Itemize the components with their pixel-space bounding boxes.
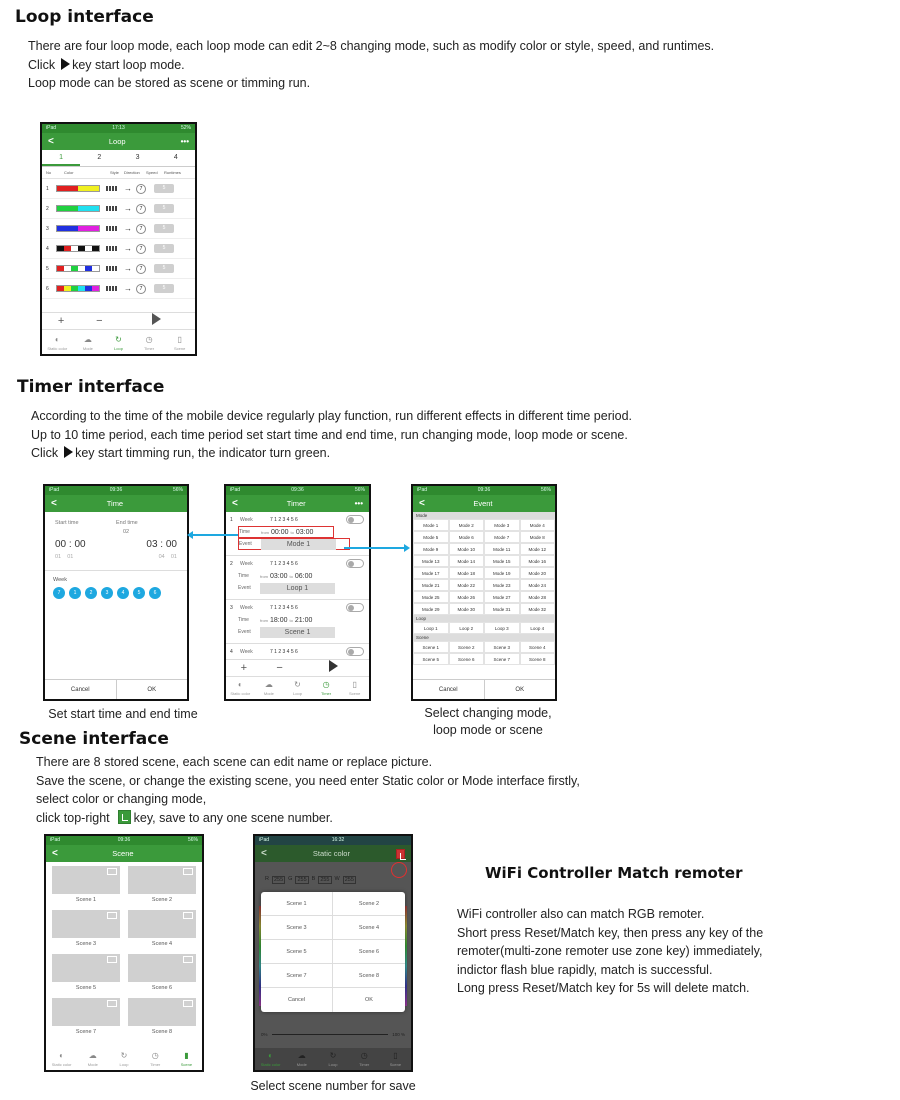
dialog-buttons — [45, 679, 187, 699]
cloud-icon: ☁ — [297, 1051, 306, 1060]
time-phone-screenshot: iPad 09:36 56% < Time Start time End time 02 00 : 00 03 : 00 01 01 04 01 Week 7 1 2 3 4 5 6 Cancel OK — [43, 484, 189, 701]
callout-arrow-right-icon — [404, 544, 410, 552]
mode-section-label: Mode — [413, 512, 555, 519]
scene-card[interactable] — [52, 866, 120, 908]
speed-value[interactable]: 7 — [136, 204, 146, 214]
clock-icon: ◷ — [360, 1051, 368, 1060]
screen-title: Loop — [108, 137, 126, 146]
timer-controls — [226, 659, 369, 677]
scene-phone-screenshot — [44, 834, 204, 1072]
loop-icon: ↻ — [294, 680, 301, 689]
mode-option[interactable]: Mode 1 — [413, 519, 449, 531]
col-speed: Speed — [146, 170, 158, 175]
scene-icon: ▮ — [184, 1051, 189, 1060]
end-prev-value: 02 — [123, 529, 130, 535]
scene-card[interactable] — [52, 998, 120, 1040]
back-chevron-icon[interactable]: < — [419, 498, 425, 509]
week-day-dot[interactable]: 5 — [133, 587, 145, 599]
col-runtimes: Runtimes — [164, 170, 181, 175]
mode-option[interactable]: Mode 7 — [484, 531, 520, 543]
remove-icon[interactable]: − — [276, 662, 283, 674]
bulb-icon: ◐ — [59, 1051, 65, 1060]
loop-controls — [42, 312, 195, 330]
dialog-scene-option[interactable]: Scene 7 — [261, 964, 333, 988]
dialog-scene-option[interactable]: Scene 6 — [333, 940, 405, 964]
mode-option[interactable]: Mode 21 — [413, 579, 449, 591]
callout-line-time — [190, 534, 238, 536]
loop-line-2: Click key start loop mode. — [28, 57, 185, 72]
scene-card[interactable] — [128, 910, 196, 952]
tab-scene[interactable]: ▮ Scene — [171, 1048, 202, 1070]
direction-arrow-icon: → — [124, 244, 132, 253]
clock-icon: ◷ — [322, 680, 330, 689]
mode-option[interactable]: Mode 27 — [484, 591, 520, 603]
week-label: Week — [45, 570, 187, 583]
dialog-scene-grid — [261, 892, 405, 988]
tab-timer[interactable]: ◷ Timer — [312, 677, 341, 699]
tab-timer[interactable]: ◷ Timer — [140, 1048, 171, 1070]
nav-bar — [255, 845, 411, 862]
mode-option[interactable]: Mode 16 — [520, 555, 556, 567]
screen-title: Static color — [312, 849, 350, 858]
wifi-line-1: WiFi controller also can match RGB remoter. — [457, 907, 705, 921]
status-bar: iPad 16:32 — [255, 836, 411, 845]
loop-tabs — [42, 150, 195, 167]
tab-2[interactable]: 2 — [97, 154, 102, 161]
bottom-tab-bar — [42, 332, 195, 354]
scene-image — [52, 910, 120, 938]
nav-bar — [46, 845, 202, 862]
scene-card-grid — [46, 862, 202, 1044]
back-chevron-icon[interactable]: < — [261, 848, 267, 859]
time-labels — [45, 512, 187, 526]
dialog-scene-option[interactable]: Scene 8 — [333, 964, 405, 988]
row-number: 6 — [46, 285, 49, 292]
dialog-buttons — [413, 679, 555, 699]
scene-label: Scene 6 — [151, 985, 173, 991]
style-icon — [106, 286, 118, 291]
mode-option[interactable]: Mode 11 — [484, 543, 520, 555]
screen-title: Time — [106, 499, 124, 508]
scene-label: Scene 3 — [75, 941, 97, 947]
timer-entries — [226, 512, 369, 644]
mode-option[interactable]: Mode 10 — [449, 543, 485, 555]
scene-line-1: There are 8 stored scene, each scene can edit name or replace picture. — [36, 755, 433, 769]
color-bar — [56, 245, 100, 252]
static-color-phone-screenshot — [253, 834, 413, 1072]
mode-option[interactable]: Mode 24 — [520, 579, 556, 591]
timer-entry-4[interactable]: 4 Week 7 1 2 3 4 5 6 — [226, 644, 369, 658]
scene-option[interactable]: Scene 4 — [520, 641, 556, 653]
loop-heading: Loop interface — [15, 7, 154, 27]
status-bar: iPad 09:36 56% — [46, 836, 202, 845]
screen-title: Event — [473, 499, 493, 508]
scene-line-2: Save the scene, or change the existing scene, you need enter Static color or Mode interface firstly, — [36, 773, 580, 788]
loop-row[interactable] — [42, 199, 195, 219]
loop-option[interactable]: Loop 1 — [413, 622, 449, 634]
tab-3[interactable]: 3 — [135, 154, 140, 161]
wifi-line-3: remoter(multi-zone remoter use zone key) immediately, — [457, 944, 763, 958]
loop-table-header — [42, 167, 195, 179]
tab-loop[interactable]: ↻ Loop — [317, 1048, 348, 1070]
wifi-line-2: Short press Reset/Match key, then press any key of the — [457, 925, 764, 940]
loop-section-label: Loop — [413, 615, 555, 622]
status-bar: iPad 09:36 56% — [413, 486, 555, 495]
ok-button[interactable]: OK — [484, 680, 556, 699]
play-icon — [64, 446, 73, 458]
play-icon — [152, 313, 161, 325]
timer-phone-screenshot — [224, 484, 371, 701]
clock-icon: ◷ — [145, 335, 153, 344]
scene-card[interactable] — [128, 998, 196, 1040]
scene-description — [36, 753, 580, 827]
scene-card[interactable] — [52, 910, 120, 952]
wifi-line-4: indictor flash blue rapidly, match is successful. — [457, 962, 713, 977]
bulb-icon: ◐ — [54, 335, 60, 344]
scene-option[interactable]: Scene 3 — [484, 641, 520, 653]
caption-select-mode: Select changing mode, loop mode or scene — [424, 706, 552, 737]
runtimes-value[interactable]: 5 — [154, 244, 174, 253]
event-value[interactable]: Scene 1 — [260, 627, 335, 638]
scene-image — [52, 954, 120, 982]
direction-arrow-icon: → — [124, 204, 132, 213]
direction-arrow-icon: → — [124, 224, 132, 233]
scene-icon: ▯ — [352, 680, 357, 689]
mode-option[interactable]: Mode 32 — [520, 603, 556, 615]
mode-option[interactable]: Mode 3 — [484, 519, 520, 531]
back-chevron-icon[interactable]: < — [51, 498, 57, 509]
week-day-dot[interactable]: 2 — [85, 587, 97, 599]
loop-row[interactable] — [42, 219, 195, 239]
scene-grid — [413, 641, 555, 665]
color-bar — [56, 265, 100, 272]
wifi-line-5: Long press Reset/Match key for 5s will delete match. — [457, 981, 750, 995]
play-button[interactable] — [298, 660, 370, 676]
save-highlight-circle — [391, 862, 407, 878]
cancel-button[interactable]: Cancel — [438, 687, 458, 693]
scene-image — [128, 998, 196, 1026]
caption-select-scene: Select scene number for save — [250, 1079, 416, 1093]
more-icon[interactable]: ••• — [354, 499, 363, 508]
nav-bar — [45, 495, 187, 512]
screen-title: Timer — [286, 499, 306, 508]
scene-label: Scene 1 — [75, 897, 97, 903]
col-style: Style — [110, 170, 119, 175]
back-chevron-icon[interactable]: < — [48, 136, 54, 147]
style-icon — [106, 266, 118, 271]
tab-loop[interactable]: ↻ Loop — [103, 332, 134, 354]
scene-label: Scene 2 — [151, 897, 173, 903]
loop-rows — [42, 179, 195, 299]
tab-mode[interactable]: ☁ Mode — [286, 1048, 317, 1070]
status-bar: iPad 09:36 56% — [45, 486, 187, 495]
loop-grid — [413, 622, 555, 634]
scene-label: Scene 8 — [151, 1029, 173, 1035]
tab-timer[interactable]: ◷ Timer — [349, 1048, 380, 1070]
dialog-scene-option[interactable]: Scene 1 — [261, 892, 333, 916]
bottom-tab-bar — [255, 1048, 411, 1070]
scene-option[interactable]: Scene 2 — [449, 641, 485, 653]
tab-loop[interactable]: ↻ Loop — [108, 1048, 139, 1070]
style-icon — [106, 206, 118, 211]
mode-option[interactable]: Mode 25 — [413, 591, 449, 603]
tab-timer[interactable]: ◷ Timer — [134, 332, 165, 354]
timer-description — [31, 407, 632, 463]
direction-arrow-icon: → — [124, 264, 132, 273]
mode-option[interactable]: Mode 14 — [449, 555, 485, 567]
screen-title: Scene — [112, 849, 134, 858]
scene-option[interactable]: Scene 8 — [520, 653, 556, 665]
cancel-button[interactable]: Cancel — [70, 687, 90, 693]
loop-row[interactable] — [42, 259, 195, 279]
mode-option[interactable]: Mode 20 — [520, 567, 556, 579]
timer-line-2: Up to 10 time period, each time period set start time and end time, run changing mode, loop mode or scene. — [31, 427, 628, 442]
mode-option[interactable]: Mode 12 — [520, 543, 556, 555]
mode-grid — [413, 519, 555, 615]
tab-mode[interactable]: ☁ Mode — [73, 332, 104, 354]
scene-label: Scene 5 — [75, 985, 97, 991]
dialog-buttons — [261, 988, 405, 1012]
runtimes-value[interactable]: 5 — [154, 184, 174, 193]
nav-bar — [226, 495, 369, 512]
mode-option[interactable]: Mode 5 — [413, 531, 449, 543]
scene-line-3: select color or changing mode, — [36, 792, 207, 806]
mode-option[interactable]: Mode 29 — [413, 603, 449, 615]
remove-icon[interactable]: − — [96, 315, 103, 327]
cloud-icon: ☁ — [88, 1051, 97, 1060]
end-time-label: End time — [116, 520, 138, 526]
callout-arrow-left-icon — [187, 531, 193, 539]
tab-1[interactable]: 1 — [42, 150, 80, 166]
mode-option[interactable]: Mode 22 — [449, 579, 485, 591]
callout-line-event — [344, 547, 406, 549]
entry-toggle[interactable] — [346, 559, 364, 568]
ok-button[interactable]: OK — [116, 680, 188, 699]
cloud-icon: ☁ — [83, 335, 92, 344]
scene-option[interactable]: Scene 6 — [449, 653, 485, 665]
bulb-icon: ◐ — [237, 680, 243, 689]
timer-heading: Timer interface — [17, 377, 165, 397]
timer-line-3: Click key start timming run, the indicator turn green. — [31, 446, 331, 460]
nav-bar — [413, 495, 555, 512]
scene-label: Scene 7 — [75, 1029, 97, 1035]
tab-static-color[interactable]: ◐ Static color — [226, 677, 255, 699]
mode-option[interactable]: Mode 30 — [449, 603, 485, 615]
color-bar — [56, 285, 100, 292]
scene-image — [52, 998, 120, 1026]
clock-icon: ◷ — [151, 1051, 159, 1060]
save-icon — [118, 810, 131, 824]
scene-icon: ▯ — [393, 1051, 398, 1060]
event-value[interactable]: Mode 1 — [261, 539, 336, 550]
bottom-tab-bar — [46, 1048, 202, 1070]
mode-option[interactable]: Mode 13 — [413, 555, 449, 567]
ok-button[interactable]: OK — [365, 997, 373, 1003]
play-icon — [329, 660, 338, 672]
entry-toggle[interactable] — [346, 515, 364, 524]
event-value[interactable]: Loop 1 — [260, 583, 335, 594]
loop-option[interactable]: Loop 2 — [449, 622, 485, 634]
wifi-heading: WiFi Controller Match remoter — [485, 864, 743, 882]
more-icon[interactable]: ••• — [180, 137, 189, 146]
tab-scene[interactable]: ▯ Scene — [380, 1048, 411, 1070]
scene-card[interactable] — [128, 866, 196, 908]
runtimes-value[interactable]: 5 — [154, 224, 174, 233]
scene-card[interactable] — [128, 954, 196, 996]
tab-static-color[interactable]: ◐ Static color — [255, 1048, 286, 1070]
speed-value[interactable]: 7 — [136, 284, 146, 294]
week-day-dot[interactable]: 7 — [53, 587, 65, 599]
mode-option[interactable]: Mode 18 — [449, 567, 485, 579]
row-number: 5 — [46, 265, 49, 272]
add-icon[interactable]: + — [57, 315, 65, 327]
status-bar: iPad 09:36 56% — [226, 486, 369, 495]
col-color: Color — [64, 170, 74, 175]
speed-value[interactable]: 7 — [136, 224, 146, 234]
direction-arrow-icon: → — [124, 184, 132, 193]
direction-arrow-icon: → — [124, 284, 132, 293]
tab-loop[interactable]: ↻ Loop — [283, 677, 312, 699]
mode-option[interactable]: Mode 19 — [484, 567, 520, 579]
event-phone-screenshot — [411, 484, 557, 701]
tab-scene[interactable]: ▯ Scene — [340, 677, 369, 699]
week-day-dot[interactable]: 3 — [101, 587, 113, 599]
mode-option[interactable]: Mode 17 — [413, 567, 449, 579]
nav-bar — [42, 133, 195, 150]
tab-mode[interactable]: ☁ Mode — [77, 1048, 108, 1070]
loop-icon: ↻ — [120, 1051, 128, 1060]
scene-line-4: click top-right key, save to any one scene number. — [36, 810, 333, 825]
scene-image — [52, 866, 120, 894]
add-icon[interactable]: + — [240, 662, 248, 674]
back-chevron-icon[interactable]: < — [52, 848, 58, 859]
caption-set-time: Set start time and end time — [48, 707, 198, 721]
loop-phone-screenshot — [40, 122, 197, 356]
bulb-icon: ◐ — [268, 1051, 274, 1060]
tab-static-color[interactable]: ◐ Static color — [42, 332, 73, 354]
week-day-selector — [45, 583, 187, 603]
loop-icon: ↻ — [115, 335, 122, 344]
style-icon — [106, 226, 118, 231]
loop-line-1: There are four loop mode, each loop mode can edit 2~8 changing mode, such as modify color or style, speed, and runtimes. — [28, 39, 715, 53]
runtimes-value[interactable]: 5 — [154, 264, 174, 273]
row-number: 1 — [46, 185, 49, 192]
speed-value[interactable]: 7 — [136, 264, 146, 274]
entry-toggle[interactable] — [346, 647, 364, 656]
tab-4[interactable]: 4 — [173, 154, 178, 161]
mode-option[interactable]: Mode 6 — [449, 531, 485, 543]
mode-option[interactable]: Mode 26 — [449, 591, 485, 603]
scene-section-label: Scene — [413, 634, 555, 641]
timer-entry[interactable]: 3 Week 7 1 2 3 4 5 6 Time from 18:00 to 21:00 Event Scene 1 — [226, 600, 369, 644]
loop-row[interactable] — [42, 179, 195, 199]
runtimes-value[interactable]: 5 — [154, 204, 174, 213]
scene-image — [128, 910, 196, 938]
scene-select-dialog — [261, 892, 405, 1012]
play-button[interactable] — [119, 313, 196, 329]
loop-option[interactable]: Loop 4 — [520, 622, 556, 634]
scene-option[interactable]: Scene 1 — [413, 641, 449, 653]
scene-icon: ▯ — [177, 335, 182, 344]
week-day-dot[interactable]: 1 — [69, 587, 81, 599]
tab-static-color[interactable]: ◐ Static color — [46, 1048, 77, 1070]
loop-description — [28, 37, 714, 93]
cancel-button[interactable]: Cancel — [261, 988, 333, 1012]
mode-option[interactable]: Mode 28 — [520, 591, 556, 603]
entry-toggle[interactable] — [346, 603, 364, 612]
timer-entry[interactable]: 1 Week 7 1 2 3 4 5 6 Time from 00:00 to 03:00 Event Mode 1 — [226, 512, 369, 556]
bottom-tab-bar — [226, 677, 369, 699]
col-direction: Direction — [124, 170, 140, 175]
status-bar: iPad 17:13 52% — [42, 124, 195, 133]
style-icon — [106, 246, 118, 251]
runtimes-value[interactable]: 5 — [154, 284, 174, 293]
wifi-description — [457, 905, 763, 998]
timer-line-1: According to the time of the mobile device regularly play function, run different effects in different time period. — [31, 409, 633, 423]
color-bar — [56, 185, 100, 192]
mode-option[interactable]: Mode 4 — [520, 519, 556, 531]
loop-line-3: Loop mode can be stored as scene or timming run. — [28, 76, 311, 90]
rgbw-values: R 255 G 255 B 255 W 255 — [265, 876, 354, 883]
loop-icon: ↻ — [329, 1051, 337, 1060]
style-icon — [106, 186, 118, 191]
mode-option[interactable]: Mode 9 — [413, 543, 449, 555]
mode-option[interactable]: Mode 31 — [484, 603, 520, 615]
col-no: No — [46, 170, 52, 175]
scene-option[interactable]: Scene 7 — [484, 653, 520, 665]
mode-option[interactable]: Mode 2 — [449, 519, 485, 531]
tab-scene[interactable]: ▯ Scene — [164, 332, 195, 354]
row-number: 3 — [46, 225, 49, 232]
mode-option[interactable]: Mode 15 — [484, 555, 520, 567]
speed-value[interactable]: 7 — [136, 184, 146, 194]
row-number: 2 — [46, 205, 49, 212]
back-chevron-icon[interactable]: < — [232, 498, 238, 509]
scene-card[interactable] — [52, 954, 120, 996]
week-day-dot[interactable]: 4 — [117, 587, 129, 599]
scene-image — [128, 866, 196, 894]
cloud-icon: ☁ — [264, 680, 273, 689]
mode-option[interactable]: Mode 23 — [484, 579, 520, 591]
dialog-scene-option[interactable]: Scene 2 — [333, 892, 405, 916]
row-number: 4 — [46, 245, 49, 252]
scene-label: Scene 4 — [151, 941, 173, 947]
loop-row[interactable] — [42, 279, 195, 299]
play-icon — [61, 58, 70, 70]
scene-heading: Scene interface — [19, 729, 169, 749]
timer-entry[interactable]: 2 Week 7 1 2 3 4 5 6 Time from 03:00 to 06:00 Event Loop 1 — [226, 556, 369, 600]
loop-row[interactable] — [42, 239, 195, 259]
dialog-scene-option[interactable]: Scene 5 — [261, 940, 333, 964]
save-icon[interactable] — [396, 849, 405, 859]
loop-option[interactable]: Loop 3 — [484, 622, 520, 634]
tab-mode[interactable]: ☁ Mode — [255, 677, 284, 699]
color-bar — [56, 205, 100, 212]
week-day-dot[interactable]: 6 — [149, 587, 161, 599]
color-bar — [56, 225, 100, 232]
scene-image — [128, 954, 196, 982]
speed-value[interactable]: 7 — [136, 244, 146, 254]
time-picker[interactable]: 00 : 00 03 : 00 — [55, 539, 177, 550]
dialog-scene-option[interactable]: Scene 4 — [333, 916, 405, 940]
mode-option[interactable]: Mode 8 — [520, 531, 556, 543]
brightness-slider[interactable]: 0% 100 % — [261, 1032, 405, 1037]
start-time-label: Start time — [55, 520, 79, 526]
dialog-scene-option[interactable]: Scene 3 — [261, 916, 333, 940]
scene-option[interactable]: Scene 5 — [413, 653, 449, 665]
